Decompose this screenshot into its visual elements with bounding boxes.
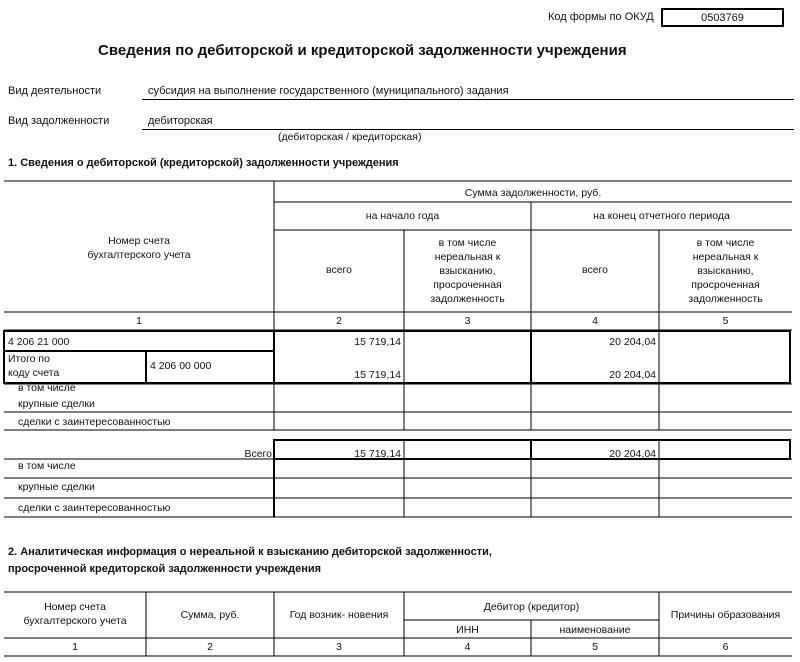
- t2-colnum-3: 3: [336, 641, 342, 653]
- t1-header-total-start: всего: [326, 264, 352, 276]
- t1-large-deals-2: крупные сделки: [18, 481, 95, 493]
- t1-colnum-4: 4: [592, 315, 598, 327]
- t1-grand-total-label: Всего: [244, 448, 272, 460]
- t1-colnum-3: 3: [464, 315, 471, 327]
- t1-subtotal-end: 20 204,04: [609, 369, 656, 381]
- t2-header-account: Номер счета бухгалтерского учета: [23, 601, 127, 627]
- t2-header-debtor: Дебитор (кредитор): [483, 601, 580, 613]
- okud-label: Код формы по ОКУД: [548, 11, 654, 23]
- t1-header-sum: Сумма задолженности, руб.: [464, 187, 602, 199]
- t2-colnum-5: 5: [592, 641, 598, 653]
- t1-header-unreal-end: в том числе нереальная к взысканию, просроченная задолженность: [688, 237, 763, 305]
- t2-header-name: наименование: [559, 624, 631, 636]
- debt-type-value: дебиторская: [148, 115, 213, 127]
- section2-title-line1: 2. Аналитическая информация о нереальной к взысканию дебиторской задолженности,: [8, 546, 492, 558]
- t2-colnum-1: 1: [72, 641, 78, 653]
- t1-including-2: в том числе: [18, 460, 76, 472]
- t1-header-total-end: всего: [582, 264, 608, 276]
- t1-subtotal-start: 15 719,14: [354, 369, 401, 381]
- t2-header-reasons: Причины образования: [670, 609, 781, 621]
- t1-subtotal-label: Итого по коду счета: [8, 353, 60, 379]
- page-title: Сведения по дебиторской и кредиторской задолженности учреждения: [98, 42, 627, 59]
- t1-account-start: 15 719,14: [354, 336, 401, 348]
- section2-title-line2: просроченной кредиторской задолженности учреждения: [8, 563, 322, 575]
- t1-interested-deals-2: сделки с заинтересованностью: [18, 502, 171, 514]
- t1-colnum-2: 2: [336, 315, 342, 327]
- t1-header-unreal-start: в том числе нереальная к взысканию, просроченная задолженность: [430, 237, 505, 305]
- activity-value: субсидия на выполнение государственного (муниципального) задания: [148, 85, 509, 97]
- t1-header-end-period: на конец отчетного периода: [593, 210, 730, 222]
- t1-account-end: 20 204,04: [609, 336, 656, 348]
- t1-interested-deals: сделки с заинтересованностью: [18, 416, 171, 428]
- t1-including: в том числе: [18, 382, 76, 394]
- okud-code: 0503769: [661, 8, 784, 27]
- t2-header-sum: Сумма, руб.: [180, 609, 240, 621]
- section1-title: 1. Сведения о дебиторской (кредиторской) задолженности учреждения: [8, 157, 399, 169]
- t2-header-year: Год возник- новения: [289, 609, 389, 621]
- t1-colnum-5: 5: [722, 315, 729, 327]
- t1-header-account: Номер счета бухгалтерского учета: [87, 235, 191, 261]
- t1-subtotal-code: 4 206 00 000: [150, 360, 212, 372]
- t2-colnum-4: 4: [464, 641, 471, 653]
- t1-grand-end: 20 204,04: [609, 448, 656, 460]
- debt-type-label: Вид задолженности: [8, 115, 110, 127]
- t2-header-inn: ИНН: [456, 624, 479, 636]
- t1-grand-start: 15 719,14: [354, 448, 401, 460]
- t1-header-start-year: на начало года: [365, 210, 440, 222]
- debt-type-hint: (дебиторская / кредиторская): [278, 131, 422, 143]
- t2-colnum-2: 2: [207, 641, 213, 653]
- t2-colnum-6: 6: [722, 641, 729, 653]
- t1-large-deals: крупные сделки: [18, 398, 95, 410]
- t1-account-number: 4 206 21 000: [8, 336, 70, 348]
- activity-label: Вид деятельности: [8, 85, 102, 97]
- t1-colnum-1: 1: [136, 315, 142, 327]
